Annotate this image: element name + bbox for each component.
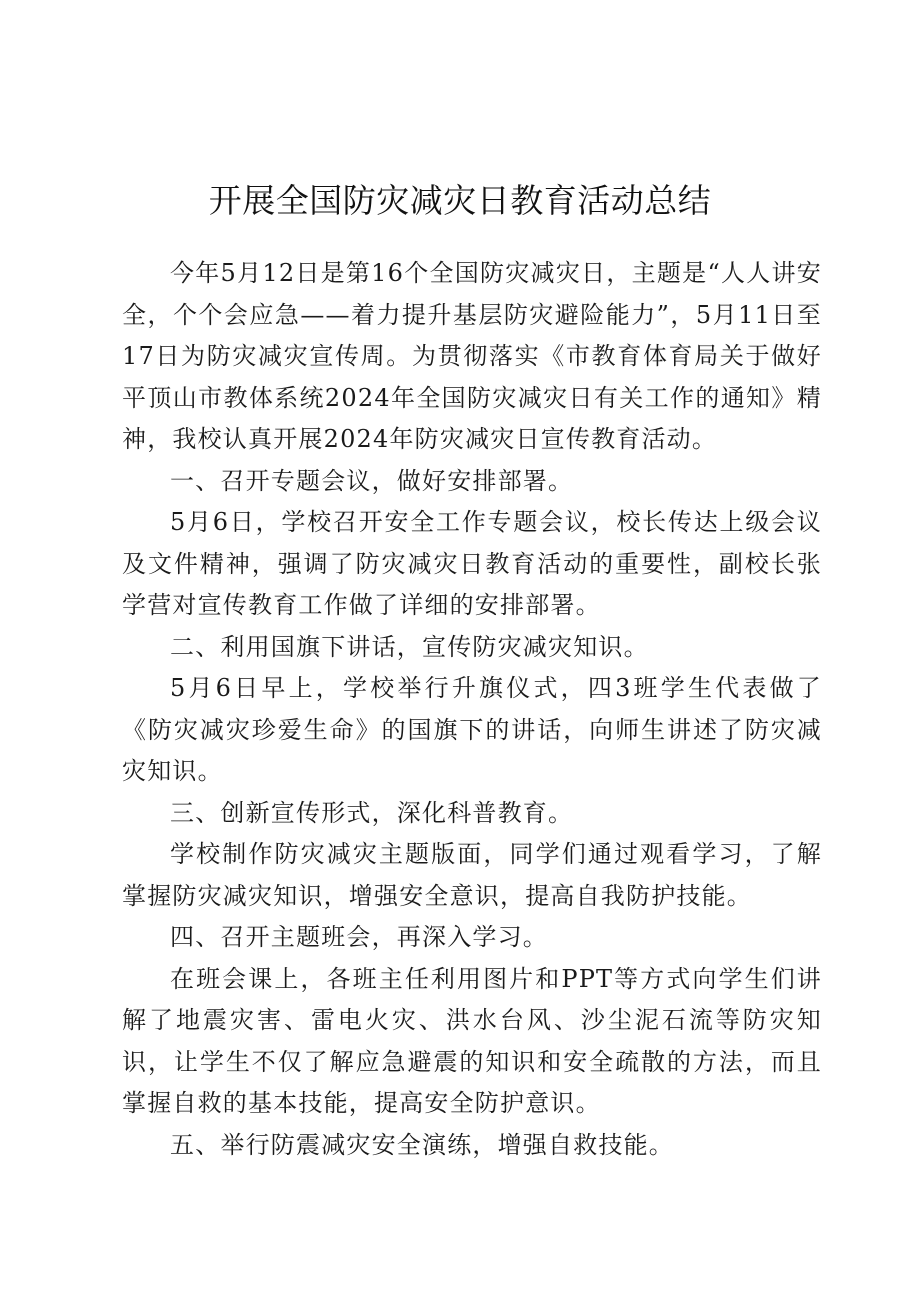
section-paragraph-4: 在班会课上，各班主任利用图片和PPT等方式向学生们讲解了地震灾害、雷电火灾、洪水台风、沙尘泥石流等防灾知识，让学生不仅了解应急避震的知识和安全疏散的方法，而且掌握自救的基本技能，提高安全防护意识。 bbox=[122, 964, 822, 1117]
section-heading-3: 三、创新宣传形式，深化科普教育。 bbox=[170, 798, 574, 827]
document-body bbox=[122, 253, 822, 1166]
document-title: 开展全国防灾减灾日教育活动总结 bbox=[208, 181, 712, 220]
section-paragraph-3: 学校制作防灾减灾主题版面，同学们通过观看学习，了解掌握防灾减灾知识，增强安全意识，提高自我防护技能。 bbox=[122, 840, 822, 910]
section-paragraph-2: 5月6日早上，学校举行升旗仪式，四3班学生代表做了《防灾减灾珍爱生命》的国旗下的讲话，向师生讲述了防灾减灾知识。 bbox=[122, 674, 822, 785]
intro-paragraph: 今年5月12日是第16个全国防灾减灾日，主题是“人人讲安全，个个会应急——着力提升基层防灾避险能力”，5月11日至17日为防灾减灾宣传周。为贯彻落实《市教育体育局关于做好平顶山市教体系统2024年全国防灾减灾日有关工作的通知》精神，我校认真开展2024年防灾减灾日宣传教育活动。 bbox=[122, 259, 822, 453]
section-heading-1: 一、召开专题会议，做好安排部署。 bbox=[170, 466, 574, 495]
section-heading-5: 五、举行防震减灾安全演练，增强自救技能。 bbox=[170, 1130, 674, 1159]
section-heading-2: 二、利用国旗下讲话，宣传防灾减灾知识。 bbox=[170, 632, 649, 661]
section-heading-4: 四、召开主题班会，再深入学习。 bbox=[170, 923, 548, 951]
section-paragraph-1: 5月6日，学校召开安全工作专题会议，校长传达上级会议及文件精神，强调了防灾减灾日教育活动的重要性，副校长张学营对宣传教育工作做了详细的安排部署。 bbox=[122, 508, 822, 619]
